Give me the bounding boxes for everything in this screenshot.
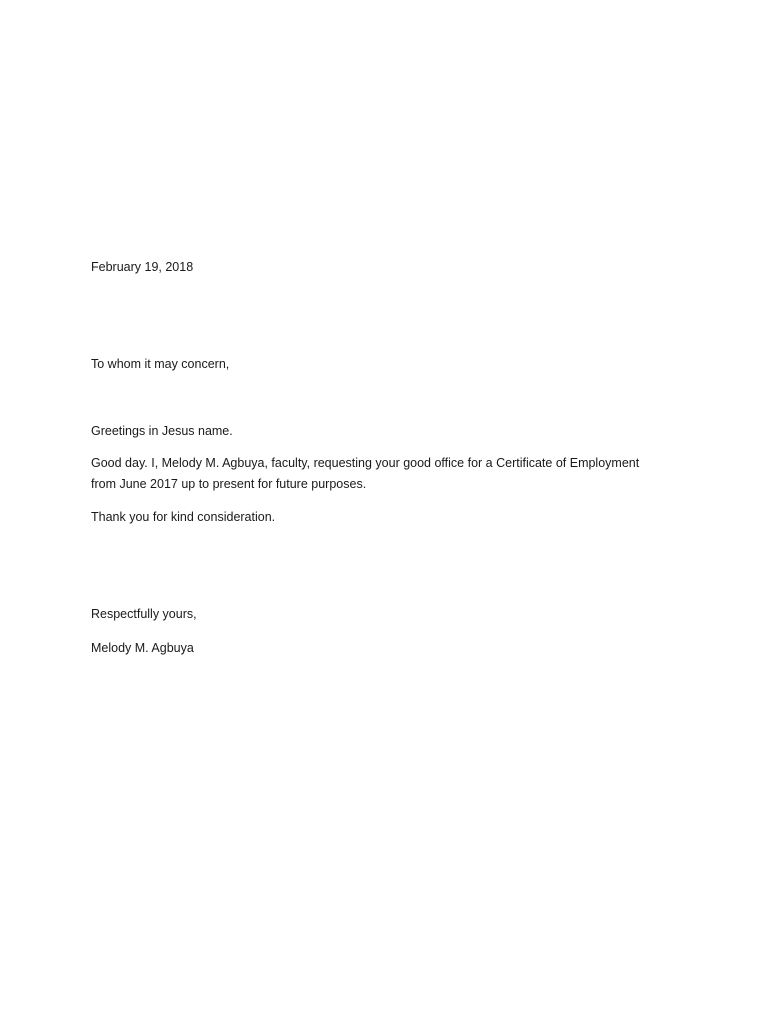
letter-salutation: To whom it may concern,: [91, 357, 230, 371]
letter-greeting: Greetings in Jesus name.: [91, 424, 233, 438]
letter-thanks: Thank you for kind consideration.: [91, 510, 276, 524]
letter-closing: Respectfully yours,: [91, 607, 197, 621]
letter-body-line-2: from June 2017 up to present for future purposes.: [91, 477, 367, 491]
letter-signature-name: Melody M. Agbuya: [91, 641, 194, 655]
letter-date: February 19, 2018: [91, 260, 194, 274]
letter-body: [91, 453, 691, 495]
letter-body-line-1: Good day. I, Melody M. Agbuya, faculty, requesting your good office for a Certificate of Employment: [91, 456, 640, 470]
